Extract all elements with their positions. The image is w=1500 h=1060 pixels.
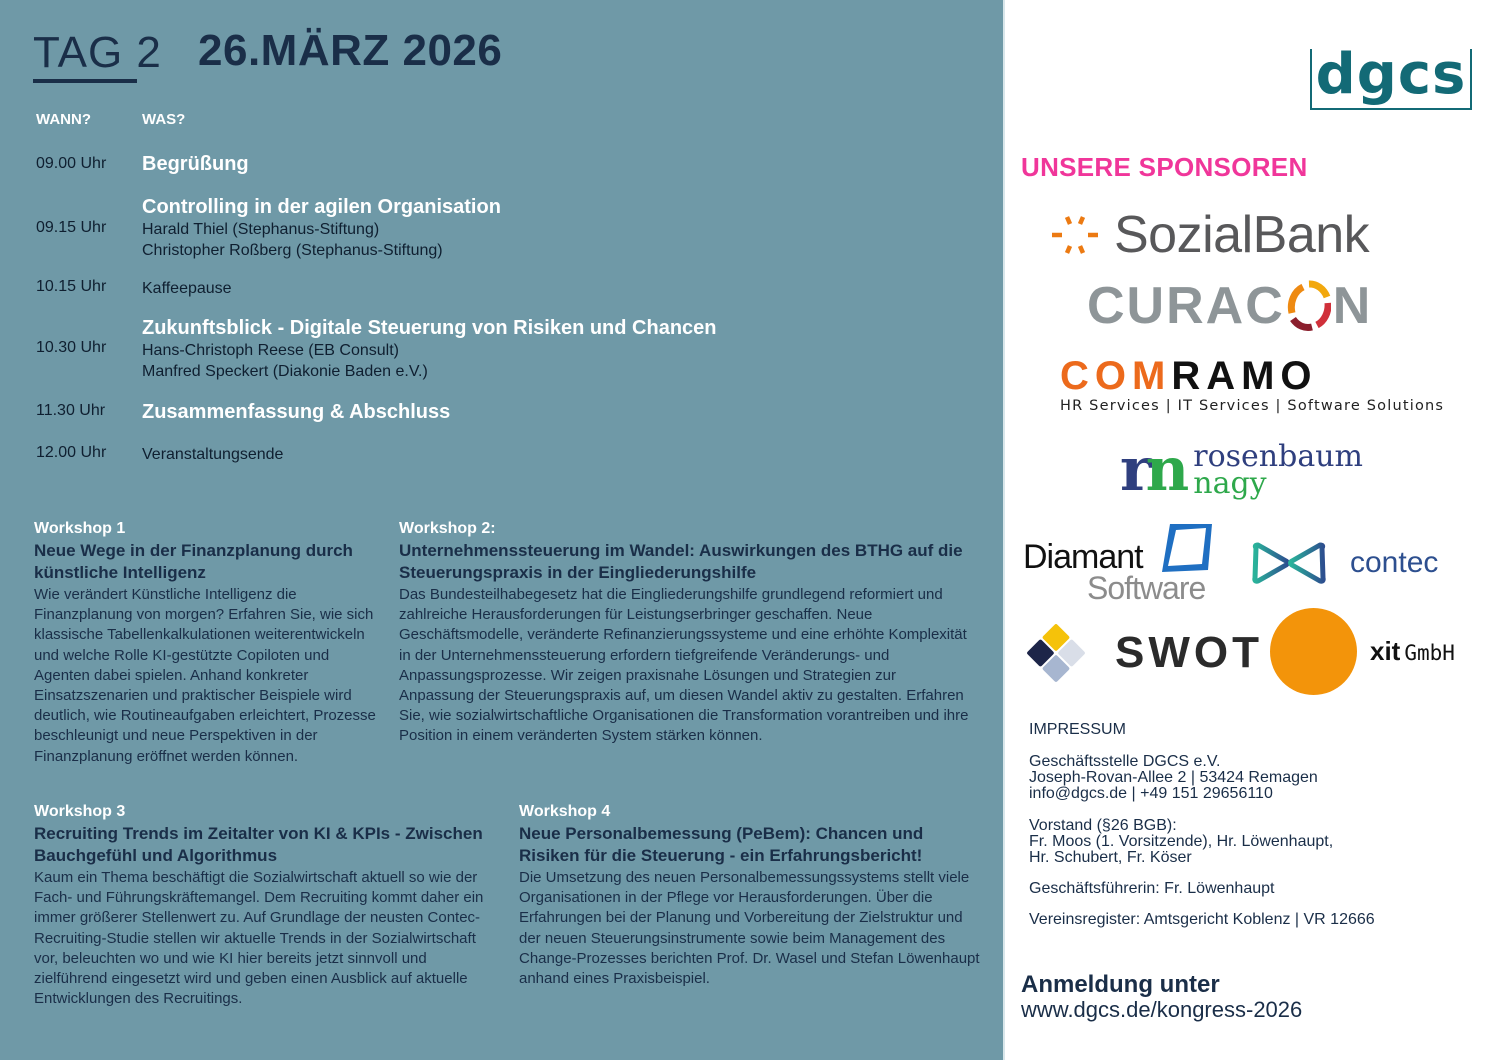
comramo-com: COM	[1060, 354, 1172, 398]
workshop-title: Unternehmenssteuerung im Wandel: Auswirkungen des BTHG auf die Steuerungspraxis in der Eingliederungshilfe	[399, 541, 963, 582]
sozialbank-burst-icon	[1050, 213, 1100, 257]
dgcs-logo	[1310, 41, 1472, 110]
curacon-ring-icon	[1287, 279, 1331, 333]
registration-url[interactable]: www.dgcs.de/kongress-2026	[1021, 997, 1303, 1022]
sponsor-comramo	[1060, 356, 1444, 414]
program-time: 09.00 Uhr	[36, 155, 107, 172]
registration	[1021, 972, 1302, 1022]
comramo-ramo: RAMO	[1171, 354, 1318, 398]
program-speaker: Harald Thiel (Stephanus-Stiftung)	[142, 221, 380, 238]
column-header-when: WANN?	[36, 111, 91, 128]
workshop-1	[34, 518, 384, 767]
xit-name	[1370, 636, 1455, 667]
monogram-r: r	[1120, 435, 1152, 505]
sponsor-diamant-software	[1023, 522, 1213, 604]
program-time: 11.30 Uhr	[36, 402, 106, 419]
program-speaker: Hans-Christoph Reese (EB Consult)	[142, 342, 399, 359]
workshop-2	[399, 518, 974, 747]
registration-label: Anmeldung unter	[1021, 971, 1220, 998]
sponsor-sozialbank	[1050, 205, 1369, 265]
program-title: Zukunftsblick - Digitale Steuerung von Risiken und Chancen	[142, 317, 717, 339]
workshop-description: Das Bundesteilhabegesetz hat die Eingliederungshilfe grundlegend reformiert und zahlreiche Herausforderungen für Leistungserbringer geschaffen. Neue Geschäftsmodelle, veränderte Refinanzierungssysteme und eine erhöhte Komplexität in der Unternehmenssteuerung erfordern tiefgreifende Veränderungs- und Anpassungsprozesse. Wir zeigen praxisnahe Lösungen und Strategien zur Anpassung der Steuerungspraxis auf, um diesen Wandel aktiv zu gestalten. Erfahren Sie, wie sozialwirtschaftliche Organisationen die Transformation vorantreiben und ihre Position in einem veränderten System stärken können.	[399, 586, 969, 745]
program-speaker: Manfred Speckert (Diakonie Baden e.V.)	[142, 363, 428, 380]
board-heading: Vorstand (§26 BGB):	[1029, 817, 1177, 834]
impressum-board	[1029, 818, 1375, 866]
workshop-description: Die Umsetzung des neuen Personalbemessungssystems stellt viele Organisationen in der Pflege vor Herausforderungen. Über die Erfahrungen bei der Planung und Vorbereitung der Zielstruktur und der neuen Steuerungsinstrumente sowie beim Management des Change-Prozesses berichten Prof. Dr. Wasel und Stefan Löwenhaupt anhand eines Praxisbeispiel.	[519, 869, 980, 988]
sponsor-rosenbaum-nagy	[1120, 435, 1363, 505]
workshop-title: Neue Personalbemessung (PeBem): Chancen und Risiken für die Steuerung - ein Erfahrungsbericht!	[519, 824, 924, 865]
dgcs-logo-text: dgcs	[1312, 47, 1471, 103]
office-name: Geschäftsstelle DGCS e.V.	[1029, 753, 1221, 770]
impressum-office	[1029, 754, 1375, 802]
program-speaker: Christopher Roßberg (Stephanus-Stiftung)	[142, 242, 443, 259]
impressum-register: Vereinsregister: Amtsgericht Koblenz | VR 12666	[1029, 911, 1375, 928]
rosenbaum-line1: rosenbaum	[1193, 439, 1363, 474]
diamant-square-icon	[1158, 522, 1214, 574]
workshop-title: Recruiting Trends im Zeitalter von KI & KPIs - Zwischen Bauchgefühl und Algorithmus	[34, 824, 483, 865]
column-header-what: WAS?	[142, 111, 186, 128]
board-members: Fr. Moos (1. Vorsitzende), Hr. Löwenhaupt,	[1029, 833, 1334, 850]
comramo-tagline: HR Services | IT Services | Software Solutions	[1060, 398, 1445, 414]
office-contact: info@dgcs.de | +49 151 29656110	[1029, 785, 1273, 802]
sponsor-contec	[1250, 542, 1438, 584]
program-title: Zusammenfassung & Abschluss	[142, 401, 451, 423]
program-content	[142, 152, 249, 176]
xit-circle-icon	[1270, 608, 1357, 695]
sponsor-curacon	[1087, 276, 1372, 336]
day-underline	[33, 79, 137, 83]
sidebar-panel	[1005, 0, 1500, 1060]
contec-bowtie-icon	[1250, 542, 1328, 584]
impressum-heading: IMPRESSUM	[1029, 721, 1126, 738]
comramo-wordmark	[1060, 356, 1444, 396]
event-date: 26.MÄRZ 2026	[198, 26, 503, 75]
curacon-name-right: N	[1332, 277, 1373, 335]
program-time: 10.30 Uhr	[36, 339, 107, 356]
swot-diamond-icon	[1025, 622, 1087, 684]
rosenbaum-monogram	[1120, 435, 1190, 505]
diamant-line1: Diamant	[1023, 538, 1143, 576]
diamant-line2: Software	[1087, 570, 1206, 606]
sozialbank-name: SozialBank	[1114, 206, 1370, 264]
rosenbaum-wordmark	[1193, 439, 1363, 501]
xit-bold: xit	[1370, 636, 1401, 666]
program-text: Veranstaltungsende	[142, 446, 284, 463]
program-content	[142, 400, 450, 424]
workshop-3	[34, 801, 496, 1009]
curacon-name-left: CURAC	[1087, 277, 1285, 335]
day-label: TAG 2	[33, 28, 162, 77]
program-content	[142, 316, 717, 382]
program-content	[142, 195, 501, 261]
swot-name: SWOT	[1115, 628, 1263, 677]
workshop-title: Neue Wege in der Finanzplanung durch künstliche Intelligenz	[34, 541, 353, 582]
workshop-label: Workshop 4	[519, 803, 611, 820]
sponsors-heading: UNSERE SPONSOREN	[1021, 152, 1308, 182]
program-content	[142, 444, 283, 465]
monogram-n: n	[1145, 435, 1190, 505]
program-time: 12.00 Uhr	[36, 444, 107, 461]
rosenbaum-line2: nagy	[1193, 466, 1267, 501]
impressum	[1029, 722, 1375, 928]
workshop-description: Kaum ein Thema beschäftigt die Sozialwirtschaft aktuell so wie der Fach- und Führungskräftemangel. Dem Recruiting kommt daher ein immer größerer Stellenwert zu. Auf Grundlage der neusten Contec-Recruiting-Studie stellen wir aktuelle Trends in der Sozialwirtschaft vor, beleuchten wo und wie KI hier bereits jetzt sinnvoll und zielführend eingesetzt wird und geben einen Ausblick auf aktuelle Entwicklungen des Recruitings.	[34, 869, 484, 1008]
office-address: Joseph-Rovan-Allee 2 | 53424 Remagen	[1029, 769, 1318, 786]
sponsor-swot	[1025, 622, 1263, 684]
workshop-label: Workshop 2:	[399, 520, 496, 537]
program-time: 09.15 Uhr	[36, 219, 107, 236]
program-title: Begrüßung	[142, 153, 249, 175]
board-members-cont: Hr. Schubert, Fr. Köser	[1029, 849, 1192, 866]
program-content	[142, 278, 232, 299]
xit-suffix: GmbH	[1404, 641, 1455, 665]
program-time: 10.15 Uhr	[36, 278, 107, 295]
workshop-4	[519, 801, 985, 989]
workshop-label: Workshop 1	[34, 520, 126, 537]
contec-name: contec	[1350, 546, 1439, 579]
program-text: Kaffeepause	[142, 280, 232, 297]
impressum-manager: Geschäftsführerin: Fr. Löwenhaupt	[1029, 880, 1275, 897]
sponsor-xit	[1270, 608, 1455, 695]
workshop-label: Workshop 3	[34, 803, 126, 820]
program-title: Controlling in der agilen Organisation	[142, 196, 501, 218]
workshop-description: Wie verändert Künstliche Intelligenz die Finanzplanung von morgen? Erfahren Sie, wie sich klassische Tabellenkalkulationen weiterentwickeln und welche Rolle KI-gestützte Copiloten und Agenten dabei spielen. Anhand konkreter Einsatzszenarien und praktischer Beispiele wird deutlich, wie Routineaufgaben erleichtert, Prozesse beschleunigt und neue Perspektiven in der Finanzplanung eröffnet werden können.	[34, 586, 376, 765]
